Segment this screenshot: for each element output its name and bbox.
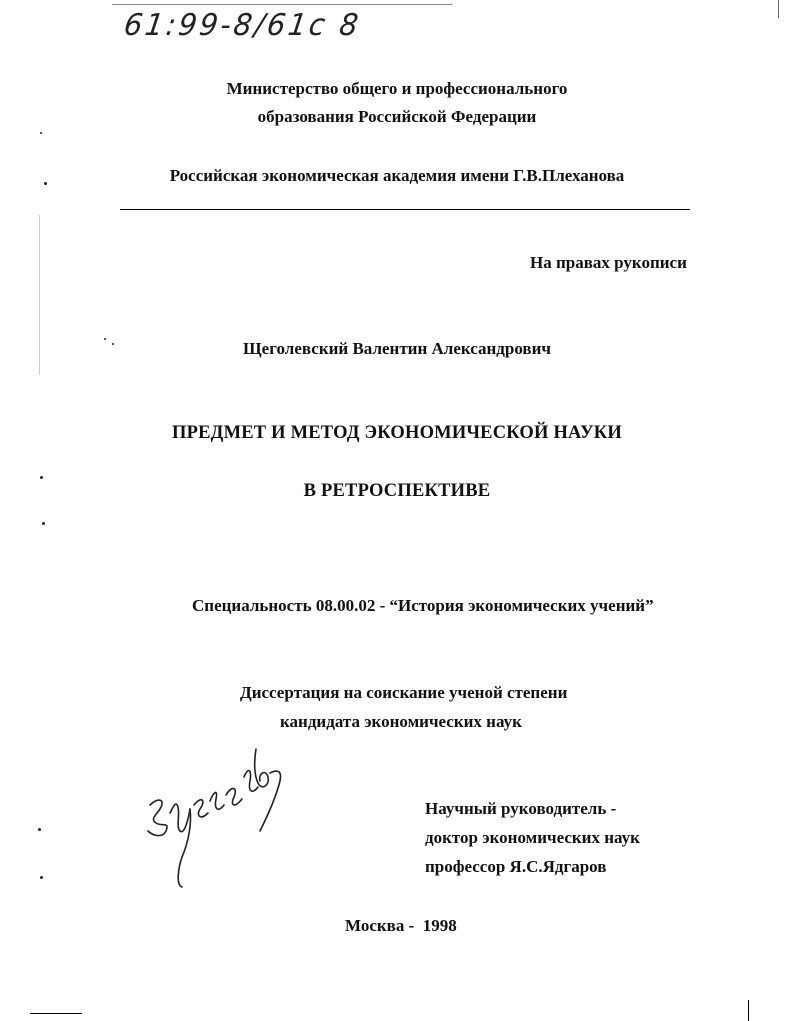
scan-speck <box>112 343 114 345</box>
scan-edge-bottom-left <box>30 1013 82 1014</box>
scan-speck <box>40 876 43 879</box>
scan-speck <box>44 182 47 185</box>
scan-speck <box>38 828 41 831</box>
supervisor-line-2: доктор экономических наук <box>425 828 640 847</box>
supervisor-line-1: Научный руководитель - <box>425 799 617 818</box>
scan-edge-top-right <box>778 0 779 18</box>
author-name: Щеголевский Валентин Александрович <box>243 339 551 358</box>
rights-note: На правах рукописи <box>530 253 687 272</box>
scan-speck <box>42 522 45 525</box>
specialty: Специальность 08.00.02 - “История экономических учений” <box>192 596 654 615</box>
dissertation-title-line-1: ПРЕДМЕТ И МЕТОД ЭКОНОМИЧЕСКОЙ НАУКИ <box>172 423 622 443</box>
header-divider <box>120 209 690 210</box>
scan-margin-line <box>39 215 40 375</box>
city-year: Москва - 1998 <box>345 916 457 935</box>
ministry-line-2: образования Российской Федерации <box>257 107 537 126</box>
degree-line-1: Диссертация на соискание ученой степени <box>240 683 568 702</box>
academy-name: Российская экономическая академия имени Г.В.Плеханова <box>169 166 625 185</box>
handwritten-archive-code: 61:99-8/61с 8 <box>121 8 364 43</box>
dissertation-title-line-2: В РЕТРОСПЕКТИВЕ <box>303 481 491 501</box>
scan-speck <box>104 338 106 340</box>
ministry-line-1: Министерство общего и профессионального <box>226 79 568 98</box>
supervisor-line-3: профессор Я.С.Ядгаров <box>425 857 607 876</box>
degree-line-2: кандидата экономических наук <box>280 712 522 731</box>
scan-speck <box>40 476 43 479</box>
scan-edge-bottom-right <box>748 1000 749 1021</box>
stamp-underline <box>112 4 452 5</box>
scan-speck <box>40 132 42 134</box>
signature <box>130 735 290 895</box>
